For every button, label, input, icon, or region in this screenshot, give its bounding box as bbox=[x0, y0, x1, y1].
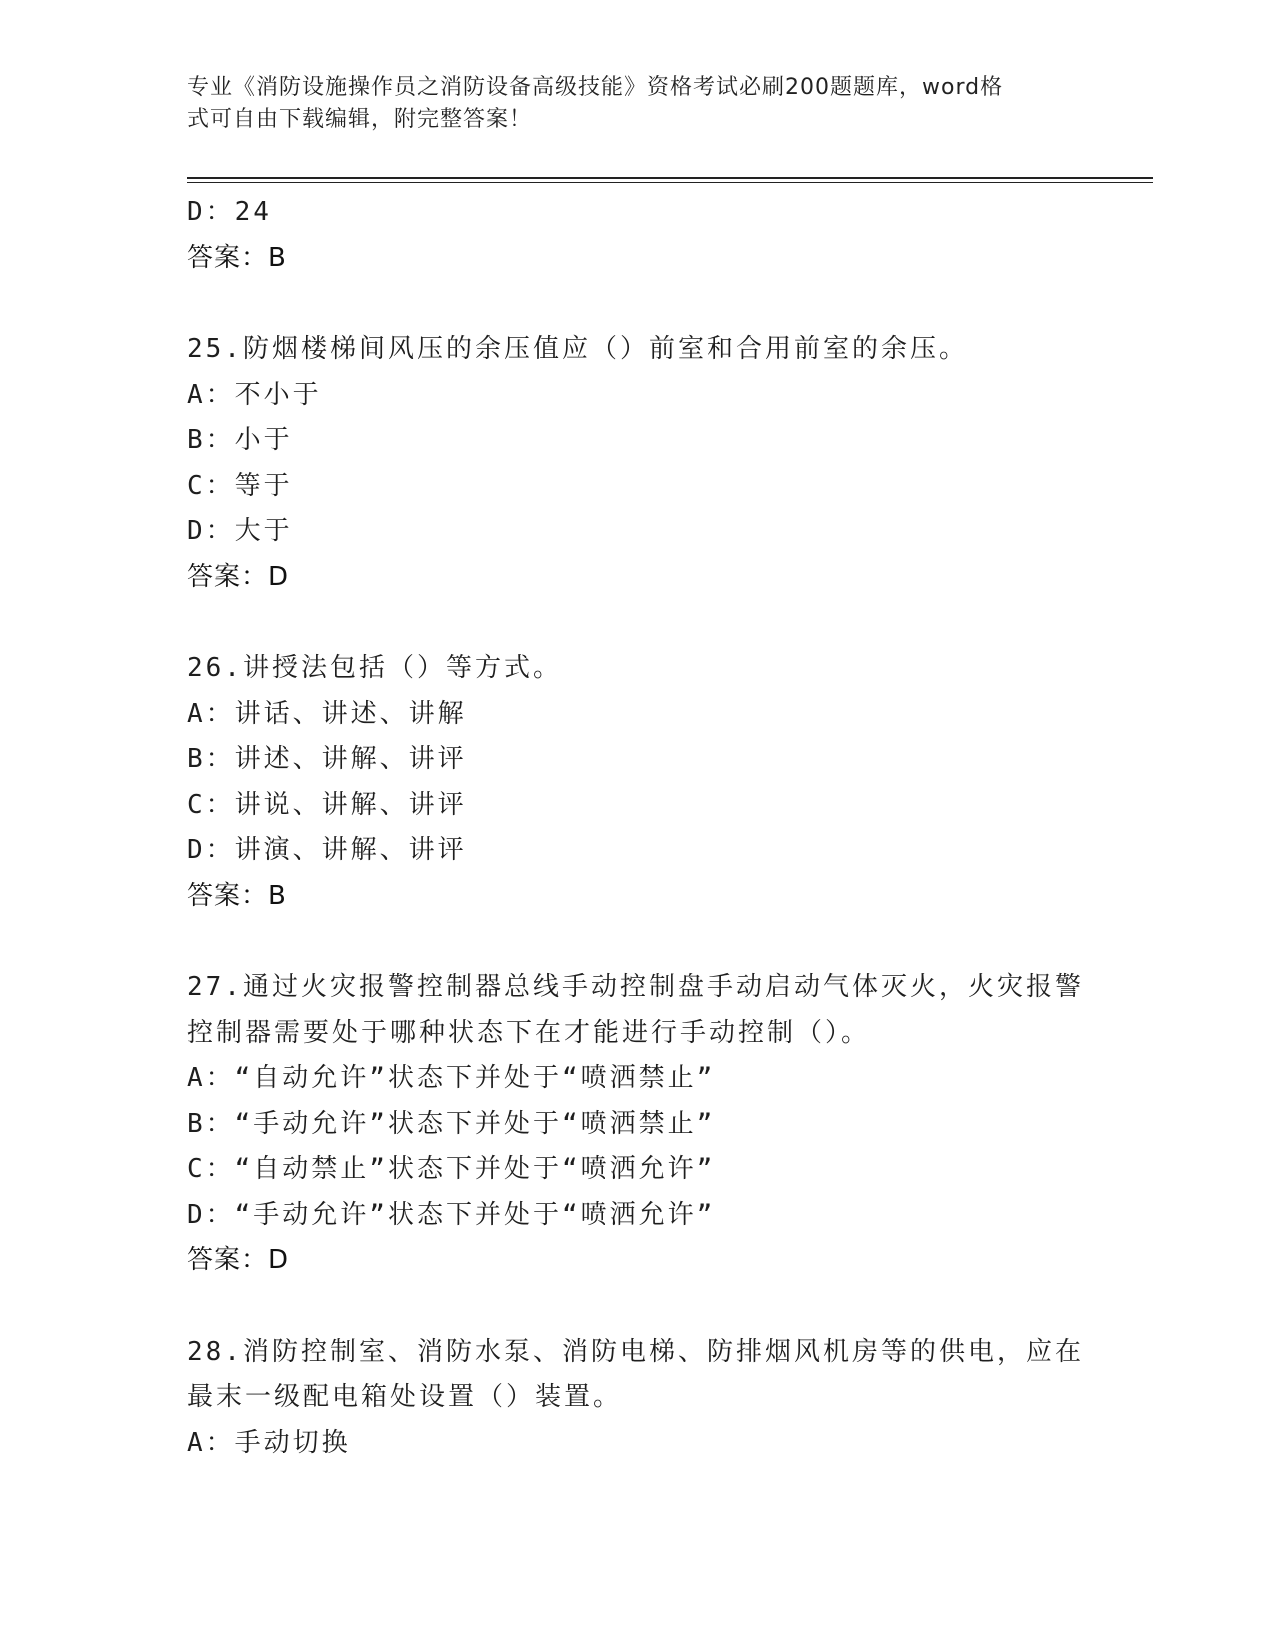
question-list bbox=[187, 190, 1087, 1466]
question-block-27 bbox=[187, 965, 1087, 1284]
question-spacer bbox=[187, 600, 1087, 646]
header-rule-thin bbox=[187, 182, 1153, 183]
option-d: D：24 bbox=[187, 197, 272, 227]
option-c: C：讲说、讲解、讲评 bbox=[187, 789, 467, 820]
question-text: 25.防烟楼梯间风压的余压值应（）前室和合用前室的余压。 bbox=[187, 334, 968, 364]
option-d: D：讲演、讲解、讲评 bbox=[187, 835, 467, 865]
question-spacer bbox=[187, 281, 1087, 327]
question-text: 26.讲授法包括（）等方式。 bbox=[187, 653, 562, 683]
answer-line: 答案：B bbox=[187, 880, 287, 911]
question-spacer bbox=[187, 919, 1087, 965]
answer-line: 答案：D bbox=[187, 1245, 290, 1275]
option-b: B：“手动允许”状态下并处于“喷洒禁止” bbox=[187, 1108, 716, 1139]
option-b: B：讲述、讲解、讲评 bbox=[187, 744, 467, 774]
document-header bbox=[187, 72, 1067, 136]
answer-line: 答案：B bbox=[187, 242, 287, 273]
option-a: A：不小于 bbox=[187, 379, 322, 410]
option-a: A：手动切换 bbox=[187, 1427, 351, 1458]
question-spacer bbox=[187, 1284, 1087, 1330]
question-block-26 bbox=[187, 646, 1087, 919]
question-text-line-1: 27.通过火灾报警控制器总线手动控制盘手动启动气体灭火，火灾报警 bbox=[187, 972, 1084, 1002]
header-line-2: 式可自由下载编辑，附完整答案！ bbox=[187, 107, 533, 132]
option-c: C：“自动禁止”状态下并处于“喷洒允许” bbox=[187, 1154, 716, 1184]
option-a: A：“自动允许”状态下并处于“喷洒禁止” bbox=[187, 1063, 716, 1093]
option-a: A：讲话、讲述、讲解 bbox=[187, 698, 467, 729]
question-text-line-1: 28.消防控制室、消防水泵、消防电梯、防排烟风机房等的供电，应在 bbox=[187, 1336, 1084, 1367]
option-c: C：等于 bbox=[187, 470, 293, 501]
option-b: B：小于 bbox=[187, 425, 293, 455]
question-text-line-2: 控制器需要处于哪种状态下在才能进行手动控制（）。 bbox=[187, 1017, 871, 1048]
question-block-28 bbox=[187, 1330, 1087, 1467]
header-line-1: 专业《消防设施操作员之消防设备高级技能》资格考试必刷200题题库，word格 bbox=[187, 75, 1004, 100]
question-block-25 bbox=[187, 327, 1087, 600]
option-d: D：大于 bbox=[187, 516, 293, 546]
header-rule-thick bbox=[187, 177, 1153, 179]
option-d: D：“手动允许”状态下并处于“喷洒允许” bbox=[187, 1199, 716, 1230]
question-text-line-2: 最末一级配电箱处设置（）装置。 bbox=[187, 1382, 623, 1412]
answer-line: 答案：D bbox=[187, 561, 290, 592]
